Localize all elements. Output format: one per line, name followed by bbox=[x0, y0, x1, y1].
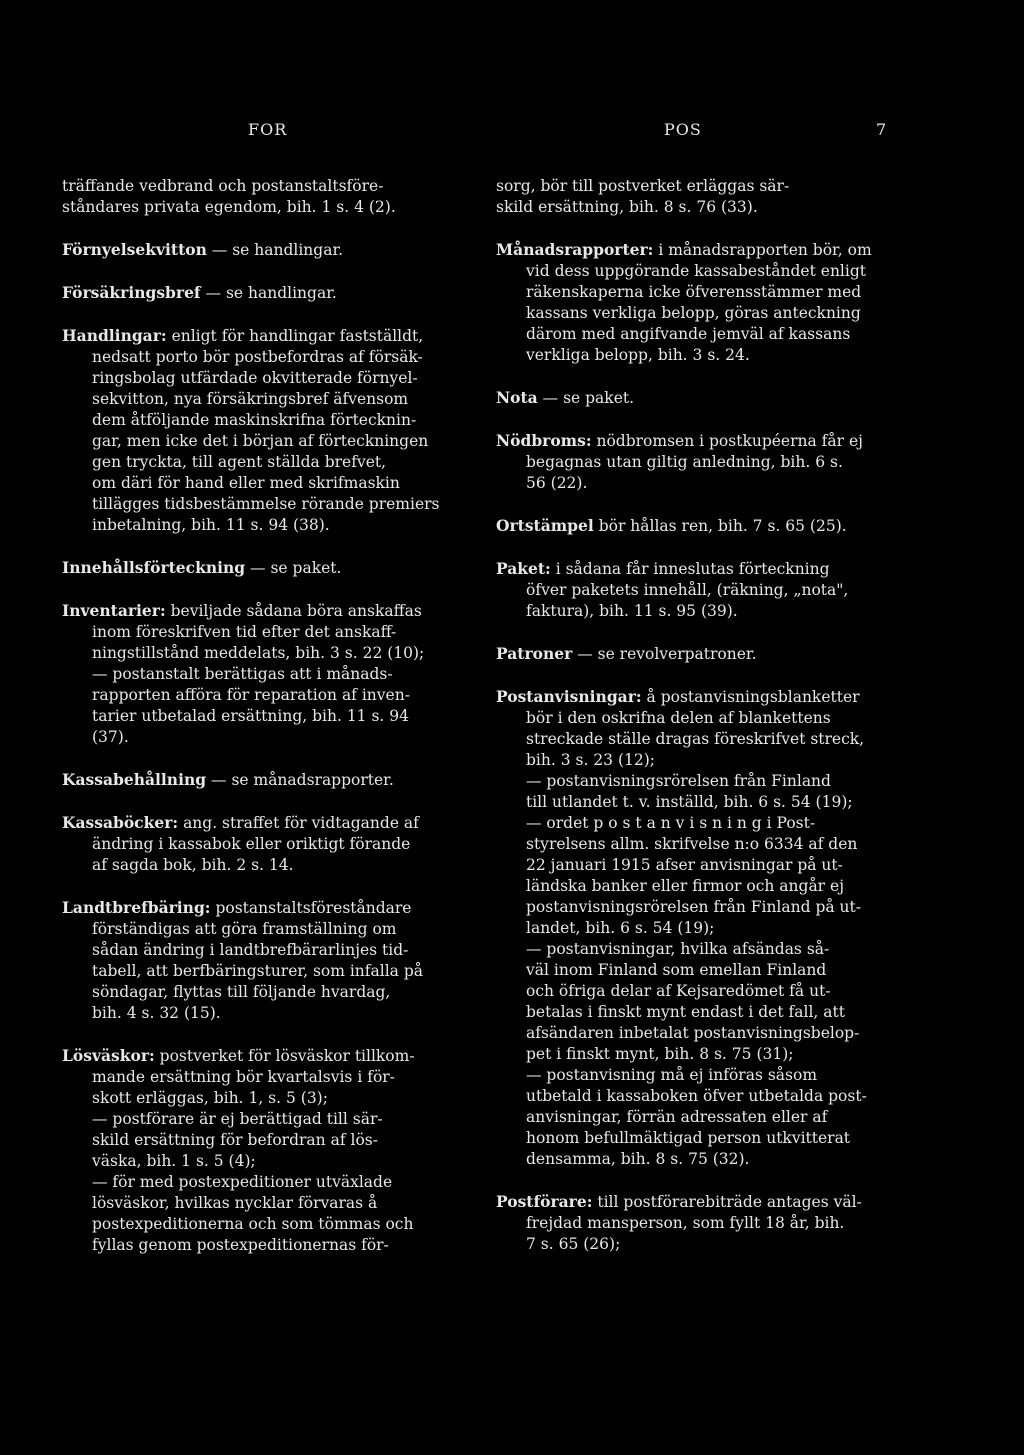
entry-line bbox=[62, 239, 472, 261]
entry-text: till utlandet t. v. inställd, bih. 6 s. 54 (19); bbox=[526, 793, 853, 811]
index-entry bbox=[62, 282, 472, 304]
entry-text: väl inom Finland som emellan Finland bbox=[526, 961, 827, 979]
entry-line bbox=[496, 855, 906, 876]
entry-line bbox=[62, 1109, 472, 1130]
entry-line bbox=[496, 750, 906, 771]
entry-line bbox=[62, 664, 472, 685]
entry-line bbox=[496, 1065, 906, 1086]
entry-line bbox=[62, 1235, 472, 1256]
entry-text: 7 s. 65 (26); bbox=[526, 1235, 621, 1253]
entry-heading: Lösväskor: bbox=[62, 1046, 155, 1065]
entry-text: gen tryckta, till agent ställda brefvet, bbox=[92, 453, 387, 471]
entry-text: afsändaren inbetalat postanvisningsbelop- bbox=[526, 1024, 860, 1042]
entry-line bbox=[496, 601, 906, 622]
entry-line bbox=[496, 729, 906, 750]
page-number: 7 bbox=[876, 120, 888, 139]
entry-line bbox=[62, 622, 472, 643]
entry-line bbox=[62, 897, 472, 919]
entry-line bbox=[496, 303, 906, 324]
entry-text: — se handlingar. bbox=[211, 241, 344, 259]
entry-text: styrelsens allm. skrifvelse n:o 6334 af den bbox=[526, 835, 858, 853]
entry-text: — ordet p o s t a n v i s n i n g i Post- bbox=[526, 814, 816, 832]
entry-line bbox=[496, 876, 906, 897]
entry-line bbox=[62, 557, 472, 579]
entry-line bbox=[496, 1002, 906, 1023]
entry-line bbox=[496, 939, 906, 960]
entry-line bbox=[496, 897, 906, 918]
entry-line bbox=[62, 1003, 472, 1024]
entry-heading: Nota bbox=[496, 388, 538, 407]
entry-line bbox=[62, 727, 472, 748]
entry-text: anvisningar, förrän adressaten eller af bbox=[526, 1108, 828, 1126]
entry-line bbox=[496, 771, 906, 792]
entry-text: — se revolverpatroner. bbox=[577, 645, 757, 663]
entry-text: gar, men icke det i början af förteckningen bbox=[92, 432, 429, 450]
entry-line bbox=[62, 473, 472, 494]
entry-line bbox=[496, 1044, 906, 1065]
entry-heading: Postanvisningar: bbox=[496, 687, 642, 706]
header-left: FOR bbox=[248, 120, 288, 139]
entry-text: vid dess uppgörande kassabeståndet enligt bbox=[526, 262, 866, 280]
entry-line bbox=[496, 686, 906, 708]
right-column bbox=[496, 176, 906, 1276]
entry-line bbox=[62, 452, 472, 473]
entry-text: och öfriga delar af Kejsaredömet få ut- bbox=[526, 982, 831, 1000]
entry-line bbox=[496, 580, 906, 601]
entry-line bbox=[62, 389, 472, 410]
entry-line bbox=[496, 1213, 906, 1234]
entry-text: träffande vedbrand och postanstaltsföre- bbox=[62, 177, 384, 195]
entry-line bbox=[496, 960, 906, 981]
entry-line bbox=[62, 834, 472, 855]
entry-text: skott erläggas, bih. 1, s. 5 (3); bbox=[92, 1089, 328, 1107]
entry-text: i sådana får inneslutas förteckning bbox=[555, 560, 830, 578]
entry-line bbox=[62, 197, 472, 218]
entry-text: tarier utbetalad ersättning, bih. 11 s. 94 bbox=[92, 707, 410, 725]
index-entry bbox=[496, 1191, 906, 1255]
entry-line bbox=[496, 1234, 906, 1255]
entry-text: söndagar, flyttas till följande hvardag, bbox=[92, 983, 391, 1001]
entry-line bbox=[62, 282, 472, 304]
entry-text: bör hållas ren, bih. 7 s. 65 (25). bbox=[598, 517, 847, 535]
entry-text: ändring i kassabok eller oriktigt förande bbox=[92, 835, 411, 853]
index-entry bbox=[496, 239, 906, 366]
entry-text: till postförarebiträde antages väl- bbox=[597, 1193, 862, 1211]
entry-text: — se paket. bbox=[542, 389, 635, 407]
entry-text: 22 januari 1915 afser anvisningar på ut- bbox=[526, 856, 843, 874]
entry-line bbox=[62, 515, 472, 536]
entry-line bbox=[496, 430, 906, 452]
entry-text: verkliga belopp, bih. 3 s. 24. bbox=[526, 346, 750, 364]
entry-text: (37). bbox=[92, 728, 129, 746]
index-entry bbox=[496, 430, 906, 494]
entry-line bbox=[496, 345, 906, 366]
entry-line bbox=[62, 1130, 472, 1151]
entry-line bbox=[62, 982, 472, 1003]
entry-text: streckade ställe dragas föreskrifvet streck, bbox=[526, 730, 865, 748]
entry-text: af sagda bok, bih. 2 s. 14. bbox=[92, 856, 294, 874]
entry-text: nödbromsen i postkupéerna får ej bbox=[596, 432, 863, 450]
entry-line bbox=[62, 685, 472, 706]
entry-line bbox=[496, 1086, 906, 1107]
entry-heading: Förnyelsekvitton bbox=[62, 240, 207, 259]
entry-text: densamma, bih. 8 s. 75 (32). bbox=[526, 1150, 750, 1168]
entry-text: fyllas genom postexpeditionernas för- bbox=[92, 1236, 389, 1254]
entry-line bbox=[62, 919, 472, 940]
entry-line bbox=[496, 834, 906, 855]
entry-heading: Handlingar: bbox=[62, 326, 167, 345]
index-entry bbox=[496, 643, 906, 665]
entry-text: enligt för handlingar fastställdt, bbox=[171, 327, 424, 345]
entry-heading: Nödbroms: bbox=[496, 431, 592, 450]
entry-line bbox=[62, 940, 472, 961]
entry-text: nedsatt porto bör postbefordras af försäk- bbox=[92, 348, 423, 366]
entry-text: postexpeditionerna och som tömmas och bbox=[92, 1215, 414, 1233]
entry-text: faktura), bih. 11 s. 95 (39). bbox=[526, 602, 738, 620]
entry-line bbox=[496, 792, 906, 813]
entry-text: å postanvisningsblanketter bbox=[646, 688, 860, 706]
entry-line bbox=[496, 643, 906, 665]
entry-text: — se handlingar. bbox=[205, 284, 337, 302]
entry-heading: Innehållsförteckning bbox=[62, 558, 246, 577]
entry-text: — postanvisningar, hvilka afsändas så- bbox=[526, 940, 830, 958]
entry-line bbox=[496, 1107, 906, 1128]
entry-line bbox=[496, 558, 906, 580]
entry-line bbox=[496, 473, 906, 494]
entry-line bbox=[496, 261, 906, 282]
entry-text: — se månadsrapporter. bbox=[211, 771, 394, 789]
entry-line bbox=[62, 431, 472, 452]
entry-text: räkenskaperna icke öfverensstämmer med bbox=[526, 283, 862, 301]
entry-text: därom med angifvande jemväl af kassans bbox=[526, 325, 851, 343]
entry-line bbox=[62, 494, 472, 515]
entry-text: — postförare är ej berättigad till sär- bbox=[92, 1110, 383, 1128]
entry-heading: Postförare: bbox=[496, 1192, 593, 1211]
entry-text: ringsbolag utfärdade okvitterade förnyel- bbox=[92, 369, 418, 387]
entry-heading: Månadsrapporter: bbox=[496, 240, 654, 259]
entry-line bbox=[62, 176, 472, 197]
entry-line bbox=[496, 918, 906, 939]
entry-text: bih. 4 s. 32 (15). bbox=[92, 1004, 221, 1022]
entry-line bbox=[62, 1045, 472, 1067]
entry-line bbox=[496, 176, 906, 197]
entry-line bbox=[62, 347, 472, 368]
entry-heading: Patroner bbox=[496, 644, 573, 663]
entry-text: honom befullmäktigad person utkvitterat bbox=[526, 1129, 851, 1147]
index-entry bbox=[62, 769, 472, 791]
entry-text: sorg, bör till postverket erläggas sär- bbox=[496, 177, 790, 195]
entry-text: öfver paketets innehåll, (räkning, „nota", bbox=[526, 581, 849, 599]
entry-text: ang. straffet för vidtagande af bbox=[183, 814, 419, 832]
entry-text: inom föreskrifven tid efter det anskaff- bbox=[92, 623, 397, 641]
index-entry bbox=[62, 600, 472, 748]
index-entry bbox=[62, 176, 472, 218]
index-entry bbox=[62, 325, 472, 536]
entry-text: begagnas utan giltig anledning, bih. 6 s. bbox=[526, 453, 843, 471]
entry-text: — för med postexpeditioner utväxlade bbox=[92, 1173, 393, 1191]
entry-line bbox=[496, 1149, 906, 1170]
index-entry bbox=[62, 239, 472, 261]
entry-line bbox=[496, 387, 906, 409]
left-column bbox=[62, 176, 472, 1277]
entry-text: beviljade sådana böra anskaffas bbox=[170, 602, 422, 620]
entry-text: — se paket. bbox=[250, 559, 342, 577]
entry-text: sekvitton, nya försäkringsbref äfvensom bbox=[92, 390, 409, 408]
entry-line bbox=[496, 324, 906, 345]
entry-line bbox=[62, 410, 472, 431]
entry-text: i månadsrapporten bör, om bbox=[658, 241, 872, 259]
entry-heading: Ortstämpel bbox=[496, 516, 594, 535]
entry-line bbox=[496, 239, 906, 261]
entry-text: — postanvisning må ej införas såsom bbox=[526, 1066, 818, 1084]
entry-text: dem åtföljande maskinskrifna förtecknin- bbox=[92, 411, 417, 429]
entry-text: förständigas att göra framställning om bbox=[92, 920, 397, 938]
entry-text: postanvisningsrörelsen från Finland på ut- bbox=[526, 898, 862, 916]
entry-text: — postanvisningsrörelsen från Finland bbox=[526, 772, 831, 790]
entry-text: tabell, att berfbäringsturer, som infalla på bbox=[92, 962, 424, 980]
entry-text: betalas i finskt mynt endast i det fall, att bbox=[526, 1003, 845, 1021]
entry-line bbox=[496, 813, 906, 834]
entry-line bbox=[62, 812, 472, 834]
index-entry bbox=[496, 686, 906, 1170]
index-entry bbox=[62, 557, 472, 579]
entry-text: landet, bih. 6 s. 54 (19); bbox=[526, 919, 715, 937]
entry-text: ståndares privata egendom, bih. 1 s. 4 (2). bbox=[62, 198, 396, 216]
entry-text: om däri för hand eller med skrifmaskin bbox=[92, 474, 400, 492]
entry-heading: Landtbrefbäring: bbox=[62, 898, 211, 917]
entry-line bbox=[496, 1128, 906, 1149]
entry-line bbox=[496, 515, 906, 537]
running-head bbox=[0, 120, 1024, 144]
entry-text: lösväskor, hvilkas nycklar förvaras å bbox=[92, 1194, 378, 1212]
entry-line bbox=[62, 855, 472, 876]
index-entry bbox=[62, 812, 472, 876]
entry-line bbox=[62, 1193, 472, 1214]
entry-heading: Kassaböcker: bbox=[62, 813, 179, 832]
entry-text: frejdad mansperson, som fyllt 18 år, bih. bbox=[526, 1214, 845, 1232]
entry-heading: Paket: bbox=[496, 559, 551, 578]
entry-line bbox=[62, 769, 472, 791]
index-entry bbox=[496, 515, 906, 537]
entry-text: rapporten afföra för reparation af inven- bbox=[92, 686, 410, 704]
entry-text: tillägges tidsbestämmelse rörande premiers bbox=[92, 495, 440, 513]
index-entry bbox=[496, 558, 906, 622]
entry-text: ningstillstånd meddelats, bih. 3 s. 22 (10); bbox=[92, 644, 425, 662]
entry-text: bih. 3 s. 23 (12); bbox=[526, 751, 656, 769]
entry-line bbox=[496, 1191, 906, 1213]
entry-line bbox=[62, 1067, 472, 1088]
entry-heading: Inventarier: bbox=[62, 601, 166, 620]
entry-text: postanstaltsföreståndare bbox=[215, 899, 412, 917]
entry-heading: Försäkringsbref bbox=[62, 283, 201, 302]
entry-text: väska, bih. 1 s. 5 (4); bbox=[92, 1152, 256, 1170]
entry-text: pet i finskt mynt, bih. 8 s. 75 (31); bbox=[526, 1045, 794, 1063]
entry-line bbox=[496, 452, 906, 473]
entry-text: — postanstalt berättigas att i månads- bbox=[92, 665, 393, 683]
entry-text: sådan ändring i landtbrefbärarlinjes tid- bbox=[92, 941, 409, 959]
entry-line bbox=[62, 1214, 472, 1235]
index-entry bbox=[62, 897, 472, 1024]
entry-line bbox=[496, 282, 906, 303]
entry-text: inbetalning, bih. 11 s. 94 (38). bbox=[92, 516, 330, 534]
entry-heading: Kassabehållning bbox=[62, 770, 207, 789]
entry-line bbox=[62, 368, 472, 389]
entry-line bbox=[496, 981, 906, 1002]
index-entry bbox=[496, 176, 906, 218]
entry-text: mande ersättning bör kvartalsvis i för- bbox=[92, 1068, 395, 1086]
index-entry bbox=[496, 387, 906, 409]
entry-line bbox=[62, 1151, 472, 1172]
entry-line bbox=[496, 197, 906, 218]
entry-line bbox=[62, 643, 472, 664]
entry-line bbox=[496, 1023, 906, 1044]
entry-text: bör i den oskrifna delen af blankettens bbox=[526, 709, 831, 727]
entry-line bbox=[62, 1088, 472, 1109]
entry-text: skild ersättning, bih. 8 s. 76 (33). bbox=[496, 198, 758, 216]
entry-line bbox=[496, 708, 906, 729]
entry-text: postverket för lösväskor tillkom- bbox=[159, 1047, 415, 1065]
entry-line bbox=[62, 1172, 472, 1193]
entry-text: utbetald i kassaboken öfver utbetalda post- bbox=[526, 1087, 867, 1105]
entry-line bbox=[62, 325, 472, 347]
entry-line bbox=[62, 706, 472, 727]
header-middle: POS bbox=[664, 120, 702, 139]
entry-line bbox=[62, 961, 472, 982]
entry-text: ländska banker eller firmor och angår ej bbox=[526, 877, 844, 895]
entry-line bbox=[62, 600, 472, 622]
entry-text: kassans verkliga belopp, göras anteckning bbox=[526, 304, 861, 322]
entry-text: 56 (22). bbox=[526, 474, 588, 492]
index-entry bbox=[62, 1045, 472, 1256]
entry-text: skild ersättning för befordran af lös- bbox=[92, 1131, 378, 1149]
